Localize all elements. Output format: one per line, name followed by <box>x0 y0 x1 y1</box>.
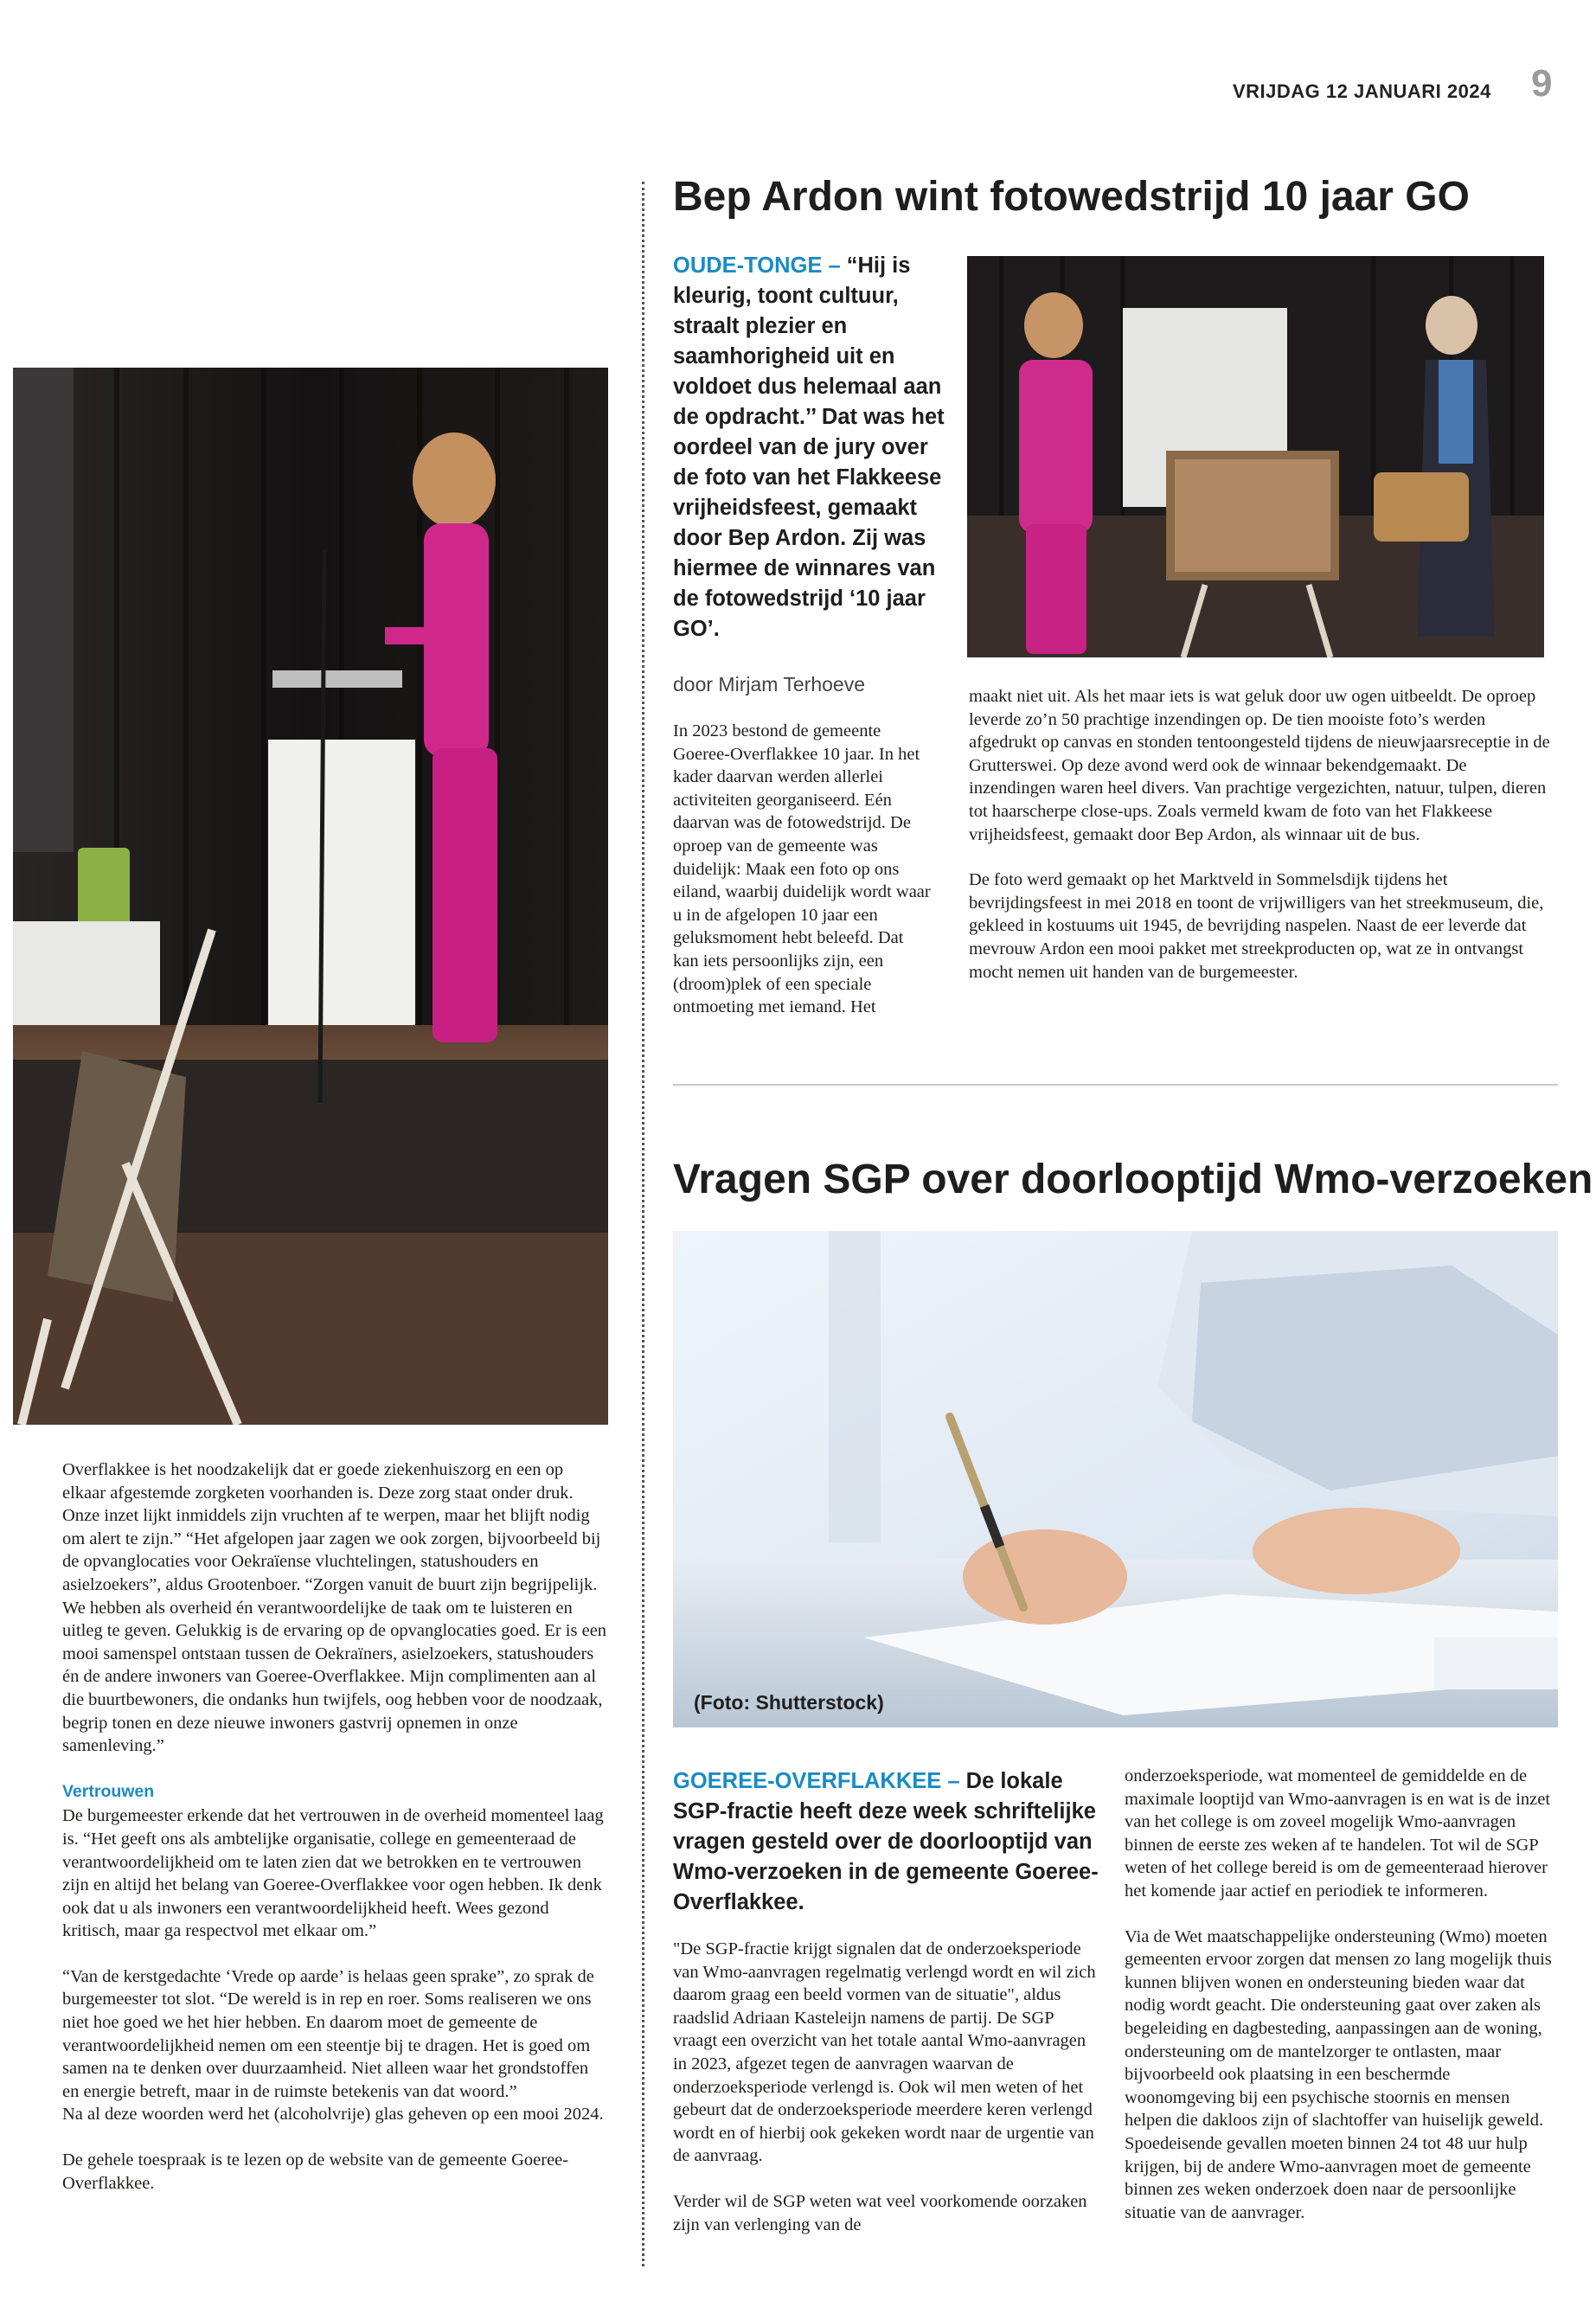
lead-text: De lokale SGP-fractie heeft deze week schriftelijke vragen gesteld over de doorlooptijd van Wmo-verzoeken in de gemeente Goeree-Overflakkee. <box>673 1769 1099 1914</box>
article2-column-2 <box>1125 1765 1557 2247</box>
award-photo <box>967 256 1544 657</box>
article1-paragraph: De foto werd gemaakt op het Marktveld in Sommelsdijk tijdens het bevrijdingsfeest in mei 2018 en toont de vrijwilligers van het streekmuseum, die, gekleed in kostuums uit 1945, de bevrijding naspelen. Naast de eer leverde dat mevrouw Ardon een mooi pakket met streekproducten op, wat ze in ontvangst mocht nemen uit handen van de burgemeester. <box>969 870 1544 982</box>
dateline: GOEREE-OVERFLAKKEE – <box>673 1769 960 1793</box>
article2-paragraph: onderzoeksperiode, wat momenteel de gemiddelde en de maximale looptijd van Wmo-aanvragen is en wat is de inzet van het college is om zoveel mogelijk Wmo-aanvragen binnen de eerste zes weken af te handelen. Tot wil de SGP weten of het college bereid is om de gemeenteraad hierover het komende jaar actief en periodiek te informeren. <box>1125 1766 1551 1900</box>
column-divider <box>642 182 644 2266</box>
left-article-paragraph: “Van de kerstgedachte ‘Vrede op aarde’ is helaas geen sprake”, zo sprak de burgemeester tot slot. “De wereld is in rep en roer. Soms realiseren we ons niet hoe goed we het hier hebben. En daarom moet de gemeente de verantwoordelijkheid nemen om een steentje bij te dragen. Het is goed om samen na te denken over duurzaamheid. Niet alleen waar het grondstoffen en energie betreft, maar in de ruimste betekenis van dat woord.” <box>62 1966 594 2101</box>
article-headline: Vragen SGP over doorlooptijd Wmo-verzoeken <box>673 1157 1593 1202</box>
article1-column-1 <box>673 720 933 1042</box>
left-article-paragraph: Na al deze woorden werd het (alcoholvrije) glas geheven op een mooi 2024. <box>62 2105 604 2125</box>
left-article-paragraph: Overflakkee is het noodzakelijk dat er goede ziekenhuiszorg en een op elkaar afgestemde zorgketen voorhanden is. Deze zorg staat onder druk. Onze inzet lijkt inmiddels zijn vruchten af te werpen, maar het blijft nodig om alert te zijn.” “Het afgelopen jaar zagen we ook zorgen, bijvoorbeeld bij de opvanglocaties voor Oekraïense vluchtelingen, statushouders en asielzoekers”, aldus Grootenboer. “Zorgen vanuit de buurt zijn begrijpelijk. We hebben als overheid én verantwoordelijke de taak om te luisteren en uitleg te geven. Gelukkig is de ervaring op de opvanglocaties goed. Er is een mooi samenspel ontstaan tussen de Oekraïners, asielzoekers, statushouders én de andere inwoners van Goeree-Overflakkee. Mijn complimenten aan al die buurtbewoners, die ondanks hun twijfels, oog hebben voor de noodzaak, begrip tonen en deze nieuwe inwoners gastvrij opnemen in onze samenleving.” <box>62 1460 607 1756</box>
article-headline: Bep Ardon wint fotowedstrijd 10 jaar GO <box>673 174 1470 220</box>
left-article-paragraph: De burgemeester erkende dat het vertrouwen in de overheid momenteel laag is. “Het geeft ons als ambtelijke organisatie, college en gemeenteraad de verantwoordelijkheid om te laten zien dat we betrokken en te vertrouwen zijn en altijd het belang van Goeree-Overflakkee voor ogen hebben. Ik denk ook dat u als inwoners een verantwoordelijkheid heeft. Wees gezond kritisch, maar ga respectvol met elkaar om.” <box>62 1806 604 1941</box>
left-article-column <box>62 1458 609 2217</box>
podium-photo <box>13 368 608 1425</box>
writing-photo <box>673 1231 1558 1727</box>
article-lead <box>673 251 953 644</box>
article1-paragraph: In 2023 bestond de gemeente Goeree-Overflakkee 10 jaar. In het kader daarvan werden allerlei activiteiten georganiseerd. Eén daarvan was de fotowedstrijd. De oproep van de gemeente was duidelijk: Maak een foto op ons eiland, waarbij duidelijk wordt waar u in de afgelopen 10 jaar een geluksmoment hebt beleefd. Dat kan iets persoonlijks zijn, een (droom)plek of een speciale ontmoeting met iemand. Het <box>673 721 931 1017</box>
article2-column-1 <box>673 1938 1097 2259</box>
article1-column-2 <box>969 685 1550 1006</box>
subheading: Vertrouwen <box>62 1781 155 1801</box>
article-separator <box>673 1084 1558 1086</box>
article-lead <box>673 1766 1107 1918</box>
photo-caption: (Foto: Shutterstock) <box>694 1691 884 1714</box>
article2-paragraph: Via de Wet maatschappelijke ondersteuning (Wmo) moeten gemeenten ervoor zorgen dat mensen zo lang mogelijk thuis kunnen blijven wonen en ondersteuning bieden waar dat nodig wordt geacht. Die ondersteuning gaat over zaken als begeleiding en dagbesteding, aanpassingen aan de woning, ondersteuning om de mantelzorger te ontlasten, maar bijvoorbeeld ook plaatsing in een beschermde woonomgeving bij een psychische stoornis en mensen helpen die dakloos zijn of slachtoffer van huiselijk geweld. Spoedeisende gevallen moeten binnen 24 tot 48 uur hulp krijgen, bij de andere Wmo-aanvragen moet de gemeente binnen zes weken onderzoek doen naar de persoonlijke situatie van de aanvrager. <box>1125 1926 1552 2222</box>
article1-paragraph: maakt niet uit. Als het maar iets is wat geluk door uw ogen uitbeeldt. De oproep leverde zo’n 50 prachtige inzendingen op. De tien mooiste foto’s werden afgedrukt op canvas en stonden tentoongesteld tijdens de nieuwjaarsreceptie in de Grutterswei. Op deze avond werd ook de winnaar bekendgemaakt. De inzendingen waren heel divers. Van prachtige vergezichten, natuur, tulpen, dieren tot haarscherpe close-ups. Zoals vermeld kwam de foto van het Flakkeese vrijheidsfeest, gemaakt door Bep Ardon, als winnaar uit de bus. <box>969 687 1550 844</box>
article2-paragraph: "De SGP-fractie krijgt signalen dat de onderzoeksperiode van Wmo-aanvragen regelmatig verlengd wordt en wil zich daarom graag een beeld vormen van de situatie", aldus raadslid Adriaan Kasteleijn namens de partij. De SGP vraagt een overzicht van het totale aantal Wmo-aanvragen in 2023, afgezet tegen de aanvragen waarvan de onderzoeksperiode verlengd is. Ook wil men weten of het gebeurt dat de onderzoeksperiode meerdere keren verlengd wordt en of hierbij ook gekeken wordt naar de urgentie van de aanvraag. <box>673 1939 1096 2166</box>
page-number: 9 <box>1531 62 1553 105</box>
lead-text: “Hij is kleurig, toont cultuur, straalt plezier en saamhorigheid uit en voldoet dus helemaal aan de opdracht.’’ Dat was het oordeel van de jury over de foto van het Flakkeese vrijheidsfeest, gemaakt door Bep Ardon. Zij was hiermee de winnares van de fotowedstrijd ‘10 jaar GO’. <box>673 253 945 641</box>
dateline: OUDE-TONGE – <box>673 253 841 278</box>
issue-date: VRIJDAG 12 JANUARI 2024 <box>1233 80 1491 102</box>
article2-paragraph: Verder wil de SGP weten wat veel voorkomende oorzaken zijn van verlenging van de <box>673 2191 1087 2234</box>
byline: door Mirjam Terhoeve <box>673 673 866 695</box>
left-article-paragraph: De gehele toespraak is te lezen op de website van de gemeente Goeree-Overflakkee. <box>62 2150 569 2193</box>
